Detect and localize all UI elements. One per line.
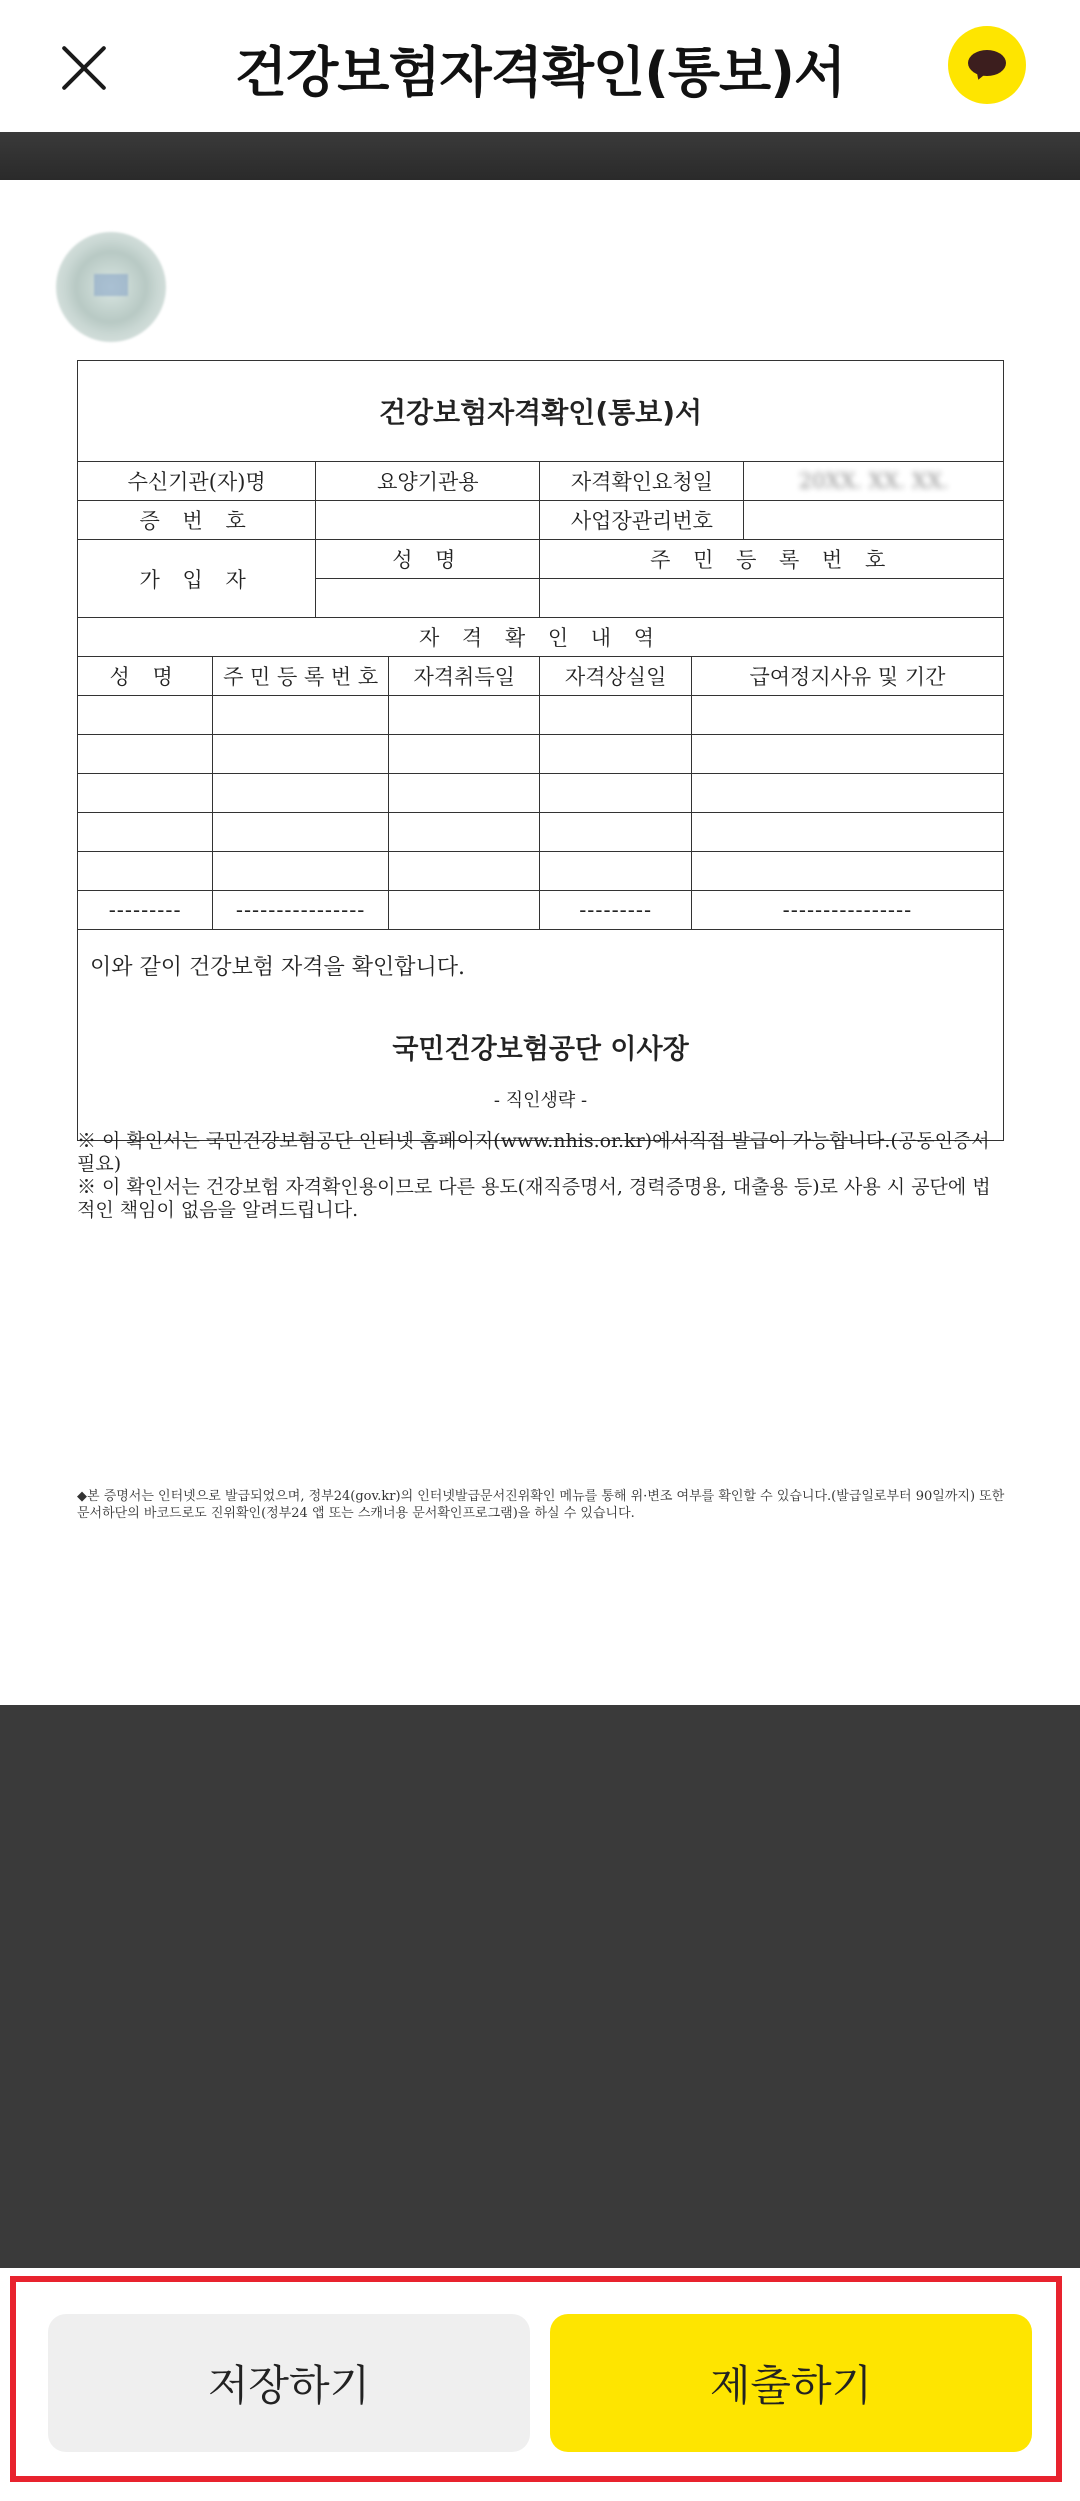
request-date-label: 자격확인요청일 bbox=[540, 462, 744, 501]
cert-number-value bbox=[316, 501, 540, 540]
cert-number-label: 증 번 호 bbox=[78, 501, 316, 540]
note-usage: ※ 이 확인서는 건강보험 자격확인용이므로 다른 용도(재직증명서, 경력증명용, 대출용 등)로 사용 시 공단에 법적인 책임이 없음을 알려드립니다. bbox=[77, 1176, 991, 1221]
table-row bbox=[78, 735, 1004, 774]
verification-footnote: ◆본 증명서는 인터넷으로 발급되었으며, 정부24(gov.kr)의 인터넷발급문서진위확인 메뉴를 통해 위·변조 여부를 확인할 수 있습니다.(발급일로부터 90일까지) 또한 문서하단의 바코드로도 진위확인(정부24 앱 또는 스캐너용 문서확인프로그램)을 하실 수 있습니다. bbox=[77, 1489, 1005, 1521]
close-icon[interactable] bbox=[52, 36, 116, 100]
history-section-title: 자 격 확 인 내 역 bbox=[78, 618, 1004, 657]
viewer-background bbox=[0, 1705, 1080, 2275]
request-date-value: 20XX. XX. XX. bbox=[744, 462, 1004, 501]
issuer-name: 국민건강보험공단 이사장 bbox=[392, 1034, 689, 1065]
document-top-shadow bbox=[0, 132, 1080, 180]
page-title: 건강보험자격확인(통보)서 bbox=[234, 41, 846, 104]
certificate-title: 건강보험자격확인(통보)서 bbox=[78, 361, 1004, 462]
history-header-acquired: 자격취득일 bbox=[388, 657, 539, 696]
table-row bbox=[78, 696, 1004, 735]
history-header-rrn: 주 민 등 록 번 호 bbox=[213, 657, 389, 696]
official-seal-icon bbox=[56, 232, 166, 342]
notes bbox=[77, 1130, 1007, 1222]
recipient-label: 수신기관(자)명 bbox=[78, 462, 316, 501]
note-homepage: ※ 이 확인서는 국민건강보험공단 인터넷 홈페이지(www.nhis.or.kr)에서직접 발급이 가능합니다.(공동인증서 필요) bbox=[77, 1130, 990, 1175]
top-app-bar bbox=[0, 0, 1080, 132]
biz-number-label: 사업장관리번호 bbox=[540, 501, 744, 540]
confirmation-block bbox=[78, 930, 1004, 1141]
confirmation-text: 이와 같이 건강보험 자격을 확인합니다. bbox=[90, 955, 465, 980]
history-header-suspension: 급여정지사유 및 기간 bbox=[691, 657, 1003, 696]
history-header-name: 성 명 bbox=[78, 657, 213, 696]
certificate-preview bbox=[0, 180, 1080, 1705]
certificate-table bbox=[77, 360, 1004, 1141]
table-row-dashes: --------- ---------------- --------- ---------------- bbox=[78, 891, 1004, 930]
save-button[interactable]: 저장하기 bbox=[48, 2314, 530, 2452]
subscriber-rrn-label: 주 민 등 록 번 호 bbox=[540, 540, 1004, 579]
subscriber-label: 가 입 자 bbox=[78, 540, 316, 618]
table-row bbox=[78, 774, 1004, 813]
table-row bbox=[78, 852, 1004, 891]
recipient-value: 요양기관용 bbox=[316, 462, 540, 501]
history-header-lost: 자격상실일 bbox=[540, 657, 691, 696]
subscriber-name-label: 성 명 bbox=[316, 540, 540, 579]
table-row bbox=[78, 813, 1004, 852]
kakaotalk-share-button[interactable] bbox=[948, 26, 1026, 104]
biz-number-value bbox=[744, 501, 1004, 540]
subscriber-name-value bbox=[316, 579, 540, 618]
submit-button[interactable]: 제출하기 bbox=[550, 2314, 1032, 2452]
seal-omitted-text: - 직인생략 - bbox=[493, 1090, 588, 1111]
action-bar bbox=[0, 2268, 1080, 2501]
subscriber-rrn-value bbox=[540, 579, 1004, 618]
